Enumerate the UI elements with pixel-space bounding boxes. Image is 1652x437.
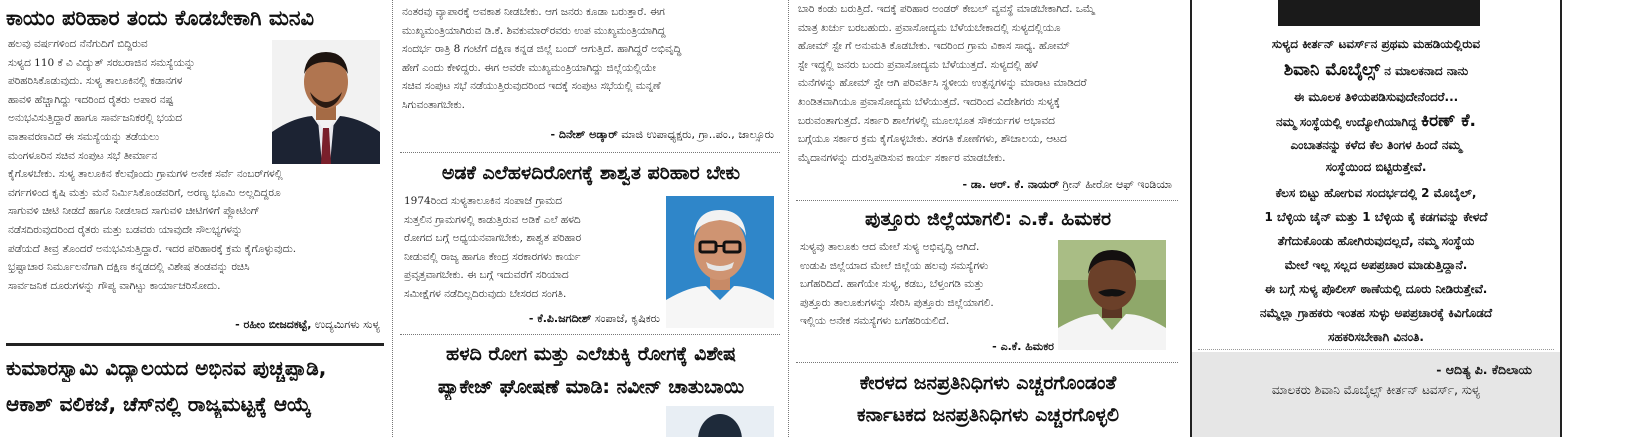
section-divider (6, 343, 384, 346)
notice-text: ನ ಮಾಲಕನಾದ ನಾನು (1380, 64, 1469, 78)
body-line: ಪರಿಹರಿಸಿಕೊಡುವುದು. ಸುಳ್ಯ ತಾಲೂಕಿನಲ್ಲಿ ಕಡಾನಗಳ (8, 75, 183, 88)
notice-line: ಕೆಲಸ ಬಿಟ್ಟು ಹೋಗುವ ಸಂದರ್ಭದಲ್ಲಿ 2 ಮೊಬೈಲ್, (1275, 186, 1477, 200)
body-line: ಪಡೆಯದೆ ತೀವ್ರ ತೊಂದರೆ ಅನುಭವಿಸುತ್ತಿದ್ದಾರೆ. ಇದರ ಪರಿಹಾರಕ್ಕೆ ಕ್ರಮ ಕೈಗೊಳ್ಳುವುದು. (8, 242, 297, 255)
body-line: ಮುಖ್ಯಮಂತ್ರಿಯಾಗಿರುವ ಡಿ.ಕೆ. ಶಿವಕುಮಾರ್‌ರವರು ಉಪ ಮುಖ್ಯಮಂತ್ರಿಯಾಗಿದ್ದ (402, 24, 666, 37)
article-byline (529, 312, 660, 326)
body-line: ನೀಡುವಲ್ಲಿ ರಾಜ್ಯ ಹಾಗೂ ಕೇಂದ್ರ ಸರಕಾರಗಳು ಕಾರ್ಯ (404, 250, 581, 263)
article-body (404, 192, 666, 304)
column-divider (788, 0, 789, 437)
body-line: 1974ರಿಂದ ಸುಳ್ಯತಾಲೂಕಿನ ಸಂಪಾಜೆ ಗ್ರಾಮದ (404, 195, 563, 207)
byline-name: - ದಿನೇಶ್ ಅಡ್ಕಾರ್ (550, 128, 618, 141)
article-body (800, 238, 1060, 331)
notice-line: ಸುಳ್ಯದ ಕೀರ್ತನ್ ಟವರ್ಸ್‌ನ ಪ್ರಥಮ ಮಹಡಿಯಲ್ಲಿರುವ (1271, 37, 1481, 51)
body-line: ಹಲವು ವರ್ಷಗಳಿಂದ ನೆನೆಗುದಿಗೆ ಬಿದ್ದಿರುವ (8, 38, 148, 50)
notice-line: ಸಹಕರಿಸಬೇಕಾಗಿ ವಿನಂತಿ. (1328, 330, 1424, 344)
article-headline: ಆಕಾಶ್ ವಲಿಕಜೆ, ಚೆಸ್‌ನಲ್ಲಿ ರಾಜ್ಯಮಟ್ಟಕ್ಕೆ ಆಯ್ಕೆ (6, 392, 312, 416)
body-line: ಸುಳ್ಯವು ತಾಲೂಕು ಆದ ಮೇಲೆ ಸುಳ್ಯ ಅಭಿವೃದ್ಧಿ ಆಗಿದೆ. (800, 241, 980, 253)
byline-role: ಗ್ರೀನ್ ಹೀರೋ ಆಫ್ ಇಂಡಿಯಾ (1059, 178, 1172, 191)
article-body (798, 0, 1176, 167)
body-line: ರೋಗದ ಬಗ್ಗೆ ಅಧ್ಯಯನವಾಗಬೇಕು, ಶಾಶ್ವತ ಪರಿಹಾರ (404, 232, 582, 245)
notice-line (1196, 60, 1556, 80)
employee-name: ಕಿರಣ್ ಕೆ. (1421, 111, 1476, 131)
byline-name: - ಕೆ.ಪಿ.ಜಗದೀಶ್ (528, 312, 592, 325)
article-headline: ಕೇರಳದ ಜನಪ್ರತಿನಿಧಿಗಳು ಎಚ್ಚರಗೊಂಡಂತೆ (859, 372, 1117, 394)
body-line: ಸಾಗುವಳಿ ಚೀಟಿ ನೀಡದೆ ಹಾಗೂ ನೀಡಲಾದ ಸಾಗುವಳಿ ಚೀಟಿಗಳಿಗೆ ಪ್ಲೋಟಿಂಗ್ (8, 205, 260, 218)
byline-name: - ರಹೀಂ ಬೀಜದಕಟ್ಟೆ, (235, 318, 312, 331)
byline-role: ಸಂಪಾಜೆ, ಕೃಷಿಕರು (591, 312, 660, 325)
body-line: ಸಾರ್ವಜನಿಕ ದೂರುಗಳನ್ನು ಗೌಪ್ಯ ವಾಗಿಟ್ಟು ಕಾರ್ಯಾಚರಿಸೋದು. (8, 279, 221, 292)
section-divider (796, 362, 1178, 363)
article-byline (992, 340, 1054, 354)
notice-line: ಈ ಮೂಲಕ ತಿಳಿಯಪಡಿಸುವುದೇನೆಂದರೆ... (1293, 90, 1459, 104)
article-body (402, 3, 778, 115)
notice-line: ನಮ್ಮೆಲ್ಲಾ ಗ್ರಾಹಕರು ಇಂತಹ ಸುಳ್ಳು ಅಪಪ್ರಚಾರಕ್ಕೆ ಕಿವಿಗೊಡದೆ (1259, 306, 1493, 320)
body-line: ಬರುವಂತಾಗುತ್ತದೆ. ಸರ್ಕಾರಿ ಶಾಲೆಗಳಲ್ಲಿ ಮೂಲಭೂತ ಸೌಕರ್ಯಗಳ ಅಭಾವದ (798, 114, 1055, 127)
byline-role: ಮಾಜಿ ಉಪಾಧ್ಯಕ್ಷರು, ಗ್ರಾ..ಪಂ., ಜಾಲ್ಸೂರು (617, 128, 774, 141)
body-line: ಬಗೆಹರಿದಿದೆ. ಹಾಗೆಯೇ ಸುಳ್ಯ, ಕಡಬ, ಬೆಳ್ತಂಗಡಿ ಮತ್ತು (800, 278, 984, 291)
left-column (0, 0, 388, 437)
author-photo (666, 196, 774, 328)
body-line: ಸುಳ್ಯದ 110 ಕೆ ವಿ ವಿದ್ಯುತ್ ಸರಬರಾಜಿನ ಸಮಸ್ಯೆಯನ್ನು (8, 56, 196, 69)
body-line: ಹೇಗೆ ಎಂದು ಕೇಳಿದ್ದರು. ಈಗ ಅವರೇ ಮುಖ್ಯಮಂತ್ರಿಯಾಗಿದ್ದು ಜಿಲ್ಲೆಯಲ್ಲಿಯೇ (402, 61, 656, 74)
notice-text: ನಮ್ಮ ಸಂಸ್ಥೆಯಲ್ಲಿ ಉದ್ಯೋಗಿಯಾಗಿದ್ದ (1276, 115, 1422, 129)
body-line: ಮಂಗಳೂರಿನ ಸಚಿವ ಸಂಪುಟ ಸಭೆ ತೀರ್ಮಾನ (8, 149, 158, 162)
notice-line: ಸಂಸ್ಥೆಯಿಂದ ಬಿಟ್ಟಿರುತ್ತೇವೆ. (1325, 160, 1427, 174)
body-line: ಮೈದಾನಗಳನ್ನು ದುರಸ್ತಿಪಡಿಸುವ ಕಾರ್ಯ ಸರ್ಕಾರ ಮಾಡಬೇಕು. (798, 151, 1006, 164)
body-line: ಮನೆಗಳನ್ನು ಹೋಮ್ ಸ್ಟೇ ಆಗಿ ಪರಿವರ್ತಿಸಿ ಸ್ಥಳೀಯ ಉತ್ಪನ್ನಗಳನ್ನು ಮಾರಾಟ ಮಾಡಿದರೆ (798, 77, 1087, 90)
author-photo (1058, 240, 1166, 350)
article-byline (963, 178, 1173, 192)
article-byline (235, 318, 380, 332)
article-headline: ಪ್ಯಾಕೇಜ್ ಘೋಷಣೆ ಮಾಡಿ: ನವೀನ್ ಚಾತುಬಾಯಿ (437, 376, 745, 398)
body-line: ಬಗ್ಗೆಯೂ ಸರ್ಕಾರ ಕ್ರಮ ಕೈಗೊಳ್ಳಬೇಕು. ತರಗತಿ ಕೋಣೆಗಳು, ಶೌಚಾಲಯ, ಆಟದ (798, 133, 1067, 146)
body-line: ಕೈಗೊಳಬೇಕು. ಸುಳ್ಯ ತಾಲೂಕಿನ ಕೆಲವೊಂದು ಗ್ರಾಮಗಳ ಅನೇಕ ಸರ್ವೆ ನಂಬರ್‌ಗಳಲ್ಲಿ (8, 168, 283, 181)
notice-signatory: - ಆದಿತ್ಯ ಪಿ. ಕೆದಿಲಾಯ (1436, 362, 1532, 377)
article-headline: ಹಳದಿ ರೋಗ ಮತ್ತು ಎಲೆಚುಕ್ಕಿ ರೋಗಕ್ಕೆ ವಿಶೇಷ (446, 343, 736, 365)
body-line: ಹೋಮ್ ಸ್ಟೇ ಗೆ ಅನುಮತಿ ಕೊಡಬೇಕು. ಇದರಿಂದ ಗ್ರಾಮ ವಿಕಾಸ ಸಾಧ್ಯ. ಹೋಮ್ (798, 40, 1070, 53)
notice-line: 1 ಬೆಳ್ಳಿಯ ಚೈನ್ ಮತ್ತು 1 ಬೆಳ್ಳಿಯ ಕೈ ಕಡಗವನ್ನು ಕೇಳದೆ (1264, 210, 1488, 224)
section-divider (400, 334, 780, 335)
article-headline: ಪುತ್ತೂರು ಜಿಲ್ಲೆಯಾಗಲಿ: ಎ.ಕೆ. ಹಿಮಕರ (864, 208, 1111, 230)
byline-role: ಉದ್ಯಮಿಗಳು ಸುಳ್ಯ (311, 318, 380, 331)
notice-signatory-role: ಮಾಲಕರು ಶಿವಾನಿ ಮೊಬೈಲ್ಸ್ ಕೀರ್ತನ್ ಟವರ್ಸ್, ಸುಳ್ಯ (1271, 383, 1481, 397)
body-line: ಸುತ್ತಲಿನ ಗ್ರಾಮಗಳಲ್ಲಿ ಕಾಡುತ್ತಿರುವ ಅಡಿಕೆ ಎಲೆ ಹಳದಿ (404, 213, 581, 226)
body-line: ಉಡುಪಿ ಜಿಲ್ಲೆಯಾದ ಮೇಲೆ ಜಿಲ್ಲೆಯ ಹಲವು ಸಮಸ್ಯೆಗಳು (800, 259, 989, 272)
article-headline: ಕಾಯಂ ಪರಿಹಾರ ತಂದು ಕೊಡಬೇಕಾಗಿ ಮನವಿ (6, 6, 315, 30)
notice-line: ಮೇಲೆ ಇಲ್ಲ ಸಲ್ಲದ ಅಪಪ್ರಚಾರ ಮಾಡುತ್ತಿದ್ದಾನೆ. (1284, 258, 1468, 272)
column-divider (392, 0, 393, 437)
body-line: ಬಾರಿ ಕಂಡು ಬರುತ್ತಿದೆ. ಇದಕ್ಕೆ ಪರಿಹಾರ ಅಂಡರ್ ಕೇಬಲ್ ವ್ಯವಸ್ಥೆ ಮಾಡಬೇಕಾಗಿದೆ. ಒಮ್ಮೆ (798, 3, 1095, 15)
notice-divider (1198, 349, 1554, 350)
notice-header-tag (1278, 0, 1480, 26)
body-line: ಸಿಗುವಂತಾಗಬೇಕು. (402, 98, 465, 111)
author-photo (666, 406, 774, 437)
article-headline: ಕುಮಾರಸ್ವಾಮಿ ವಿದ್ಯಾಲಯದ ಅಭಿನವ ಪುಚ್ಚಪ್ಪಾಡಿ, (6, 356, 327, 380)
body-line: ಸ್ಟೇ ಇದ್ದಲ್ಲಿ ಜನರು ಬಂದು ಪ್ರವಾಸೋದ್ಯಮ ಬೆಳೆಯುತ್ತದೆ. ಸುಳ್ಯದಲ್ಲಿ ಹಳೆ (798, 58, 1039, 71)
body-line: ಮಾತ್ರ ಖರ್ಚು ಬರಬಹುದು. ಪ್ರವಾಸೋದ್ಯಮ ಬೆಳೆಯಬೇಕಾದಲ್ಲಿ ಸುಳ್ಯದಲ್ಲಿಯೂ (798, 21, 1061, 34)
body-line: ವರ್ಗಗಳಿಂದ ಕೃಷಿ ಮತ್ತು ಮನೆ ನಿರ್ಮಿಸಿಕೊಂಡವರಿಗೆ, ಅರಣ್ಯ ಭೂಮಿ ಅಲ್ಲದಿದ್ದರೂ (8, 186, 281, 199)
article-headline: ಅಡಕೆ ಎಲೆಹಳದಿರೋಗಕ್ಕೆ ಶಾಶ್ವತ ಪರಿಹಾರ ಬೇಕು (441, 162, 741, 184)
notice-line: ಎಂಬಾತನನ್ನು ಕಳೆದ ಕೆಲ ತಿಂಗಳ ಹಿಂದೆ ನಮ್ಮ (1290, 138, 1462, 152)
notice-line (1196, 111, 1556, 131)
middle-column (396, 0, 784, 437)
body-line: ಪುತ್ತೂರು ತಾಲೂಕುಗಳನ್ನು ಸೇರಿಸಿ ಪುತ್ತೂರು ಜಿಲ್ಲೆಯಾಗಲಿ. (800, 296, 994, 309)
body-line: ಖಂಡಿತವಾಗಿಯೂ ಪ್ರವಾಸೋದ್ಯಮ ಬೆಳೆಯುತ್ತದೆ. ಇದರಿಂದ ವಿದೇಶಿಗರು ಸುಳ್ಯಕ್ಕೆ (798, 95, 1060, 108)
right-column (792, 0, 1182, 437)
body-line: ಭ್ರಷ್ಟಾಚಾರ ನಿರ್ಮೂಲನೆಗಾಗಿ ದಕ್ಷಿಣ ಕನ್ನಡದಲ್ಲಿ ವಿಶೇಷ ತಂಡವನ್ನು ರಚಿಸಿ (8, 261, 250, 274)
body-line: ಸಚಿವ ಸಂಪುಟ ಸಭೆ ನಡೆಯುತ್ತಿರುವುದರಿಂದ ಇದಕ್ಕೆ ಸಂಪುಟ ಸಭೆಯಲ್ಲಿ ಮನ್ನಣೆ (402, 80, 661, 93)
body-line: ಅನುಭವಿಸುತ್ತಿದ್ದಾರೆ ಹಾಗೂ ಸಾರ್ವಜನಿಕರಲ್ಲಿ ಭಯದ (8, 112, 182, 125)
section-divider (796, 200, 1178, 201)
body-line: ಸಮೀಕ್ಷೆಗಳ ನಡೆದಿಲ್ಲದಿರುವುದು ಬೇಸರದ ಸಂಗತಿ. (404, 287, 567, 300)
author-photo (272, 40, 380, 164)
article-headline: ಕರ್ನಾಟಕದ ಜನಪ್ರತಿನಿಧಿಗಳು ಎಚ್ಚರಗೊಳ್ಳಲಿ (857, 404, 1119, 426)
body-line: ಹಾವಳಿ ಹೆಚ್ಚಾಗಿದ್ದು ಇದರಿಂದ ರೈತರು ಅಪಾರ ನಷ್ಟ (8, 93, 174, 106)
notice-line: ತೆಗೆದುಕೊಂಡು ಹೋಗಿರುವುದಲ್ಲದೆ, ನಮ್ಮ ಸಂಸ್ಥೆಯ (1277, 234, 1475, 248)
section-divider (400, 152, 780, 153)
notice-line: ಈ ಬಗ್ಗೆ ಸುಳ್ಯ ಪೊಲೀಸ್ ಠಾಣೆಯಲ್ಲಿ ದೂರು ನೀಡಿರುತ್ತೇವೆ. (1264, 282, 1488, 296)
byline-name: - ಎ.ಕೆ. ಹಿಮಕರ (992, 340, 1054, 353)
shop-name: ಶಿವಾನಿ ಮೊಬೈಲ್ಸ್ (1283, 60, 1381, 80)
body-line: ಪ್ರವೃತ್ತವಾಗಬೇಕು. ಈ ಬಗ್ಗೆ ಇದುವರೆಗೆ ಸರಿಯಾದ (404, 269, 569, 282)
article-byline (551, 128, 774, 142)
body-line: ನಡೆಸದಿರುವುದರಿಂದ ರೈತರು ಮತ್ತು ಬಡವರು ಯಾವುದೇ ಸೌಲಭ್ಯಗಳನ್ನು (8, 223, 243, 236)
body-line: ನಂತರವು ವ್ಯಾಪಾರಕ್ಕೆ ಅವಕಾಶ ನೀಡಬೇಕು. ಆಗ ಜನರು ಕೂಡಾ ಬರುತ್ತಾರೆ. ಈಗ (402, 6, 665, 18)
body-line: ವಾತಾವರಣವಿದೆ ಈ ಸಮಸ್ಯೆಯನ್ನು ತಡೆಯಲು (8, 130, 160, 143)
body-line: ಸಂದರ್ಭ ರಾತ್ರಿ 8 ಗಂಟೆಗೆ ದಕ್ಷಿಣ ಕನ್ನಡ ಜಿಲ್ಲೆ ಬಂದ್ ಆಗುತ್ತಿದೆ. ಹಾಗಿದ್ದರೆ ಅಭಿವೃದ್ಧಿ (402, 43, 682, 56)
body-line: ಇಲ್ಲಿಯ ಅನೇಕ ಸಮಸ್ಯೆಗಳು ಬಗೆಹರಿಯಲಿದೆ. (800, 315, 950, 328)
byline-name: - ಡಾ. ಆರ್. ಕೆ. ನಾಯರ್ (962, 178, 1060, 191)
